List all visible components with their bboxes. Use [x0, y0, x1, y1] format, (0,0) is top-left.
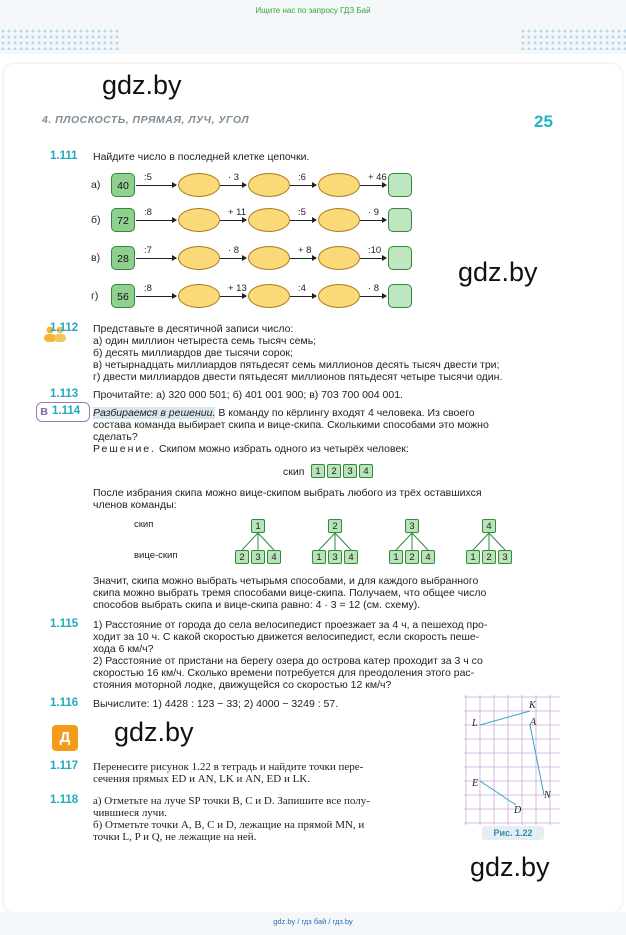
tree-leaf-box: 3 [328, 550, 342, 564]
tree-edge [412, 533, 428, 550]
chain-operation: · 3 [228, 172, 240, 183]
chain-operation: :8 [144, 283, 152, 294]
chain-operation: :8 [144, 207, 152, 218]
point-label: L [472, 718, 478, 729]
watermark-bottom: gdz.by [470, 852, 550, 882]
chain-operation: + 13 [228, 283, 247, 294]
chain-operation: :5 [298, 207, 306, 218]
exercise-text: Вычислите: 1) 4428 : 123 − 33; 2) 4000 − 3249 : 57. [93, 698, 339, 710]
exercise-text: Найдите число в последней клетке цепочки. [93, 151, 310, 163]
chain-operation: :6 [298, 172, 306, 183]
chain-operation: :5 [144, 172, 152, 183]
point-label: D [514, 805, 522, 816]
exercise-line: точки L, P и Q, не лежащие на ней. [93, 831, 257, 843]
exercise-number: 1.111 [50, 150, 78, 162]
exercise-line: После избрания скипа можно вице-скипом выбрать любого из трёх оставшихся [93, 487, 482, 499]
tree-edge [319, 533, 335, 550]
top-banner-text: Ищите нас по запросу ГДЗ Бай [255, 6, 371, 15]
exercise-number: 1.115 [50, 618, 79, 630]
chain-operation: · 8 [228, 245, 240, 256]
exercise-number: 1.112 [50, 322, 79, 334]
chain-operation: :7 [144, 245, 152, 256]
tree-root-box: 1 [251, 519, 265, 533]
exercise-line: скипа можно выбрать тремя способами вице-скипа. Получаем, что общее число [93, 587, 487, 599]
chain-operation: :4 [298, 283, 306, 294]
point-label: N [544, 790, 551, 801]
chain-operation: · 8 [368, 283, 380, 294]
exercise-number: 1.117 [50, 760, 79, 772]
exercise-line: стояния моторной лодке, движущейся со скоростью 12 км/ч? [93, 679, 392, 691]
exercise-text: Прочитайте: а) 320 000 501; б) 401 001 900; в) 703 700 004 001. [93, 389, 403, 401]
skip-box: 3 [343, 464, 357, 478]
highlight-phrase: Разбираемся в решении. [93, 407, 216, 419]
chain-row-label: а) [91, 179, 101, 191]
point-label: E [472, 778, 479, 789]
page-number: 25 [534, 112, 553, 131]
figure-caption: Рис. 1.22 [482, 826, 544, 840]
tree-leaf-box: 4 [421, 550, 435, 564]
exercise-line: сечения прямых ED и AN, LK и AN, ED и LK. [93, 773, 311, 785]
tree-leaf-box: 1 [389, 550, 403, 564]
chain-start-number: 40 [111, 173, 135, 197]
tree-leaf-box: 3 [251, 550, 265, 564]
exercise-number: 1.118 [50, 794, 79, 806]
tree-leaf-box: 3 [498, 550, 512, 564]
exercise-line: а) один миллион четыреста семь тысяч семь; [93, 335, 317, 347]
tree-edge [242, 533, 258, 550]
solution-text: Скипом можно избрать одного из четырёх человек: [159, 443, 409, 455]
footer-links[interactable]: gdz.by / гдз бай / гдз.by [273, 917, 353, 926]
exercise-number: 1.113 [50, 388, 79, 400]
exercise-line: 1) Расстояние от города до села велосипедист проезжает за 4 ч, а пешеход про- [93, 619, 488, 631]
tree-leaf-box: 4 [344, 550, 358, 564]
chain-operation: :10 [368, 245, 382, 256]
skip-box: 4 [359, 464, 373, 478]
exercise-line: ходит за 10 ч. С какой скоростью движется велосипедист, если скорость пеше- [93, 631, 480, 643]
point-label: A [530, 717, 537, 728]
tree-root-box: 3 [405, 519, 419, 533]
exercise-line: скоростью 16 км/ч. Сколько времени потребуется для преодоления этого рас- [93, 667, 475, 679]
chain-start-number: 56 [111, 284, 135, 308]
exercise-line: Значит, скипа можно выбрать четырьмя способами, и для каждого выбранного [93, 575, 479, 587]
watermark-lower: gdz.by [114, 717, 194, 747]
tree-vice-label: вице-скип [134, 550, 178, 561]
skip-box: 1 [311, 464, 325, 478]
chain-row-label: в) [91, 252, 101, 264]
exercise-line: б) Отметьте точки A, B, C и D, лежащие на прямой MN, и [93, 819, 365, 831]
exercise-line: г) двести миллиардов двести пятьдесят миллионов пятьдесят четыре тысячи один. [93, 371, 503, 383]
exercise-line: способов выбрать скипа и вице-скипа равно: 4 · 3 = 12 (см. схему). [93, 599, 421, 611]
skip-label: скип [283, 466, 305, 478]
text-part: В команду по кёрлингу входят 4 человека. Из своего [218, 407, 475, 419]
chapter-title: 4. ПЛОСКОСТЬ, ПРЯМАЯ, ЛУЧ, УГОЛ [42, 114, 250, 126]
chain-row-label: г) [91, 290, 99, 302]
figure-1-22 [464, 695, 560, 845]
tree-root-box: 4 [482, 519, 496, 533]
watermark-middle: gdz.by [458, 257, 538, 287]
chain-start-number: 28 [111, 246, 135, 270]
point-label: K [529, 700, 536, 711]
tree-leaf-box: 2 [235, 550, 249, 564]
exercise-line: Представьте в десятичной записи число: [93, 323, 294, 335]
tree-edge [335, 533, 351, 550]
tree-leaf-box: 1 [466, 550, 480, 564]
chain-row-label: б) [91, 214, 101, 226]
exercise-number: 1.116 [50, 697, 79, 709]
exercise-line: Перенесите рисунок 1.22 в тетрадь и найдите точки пере- [93, 761, 364, 773]
tree-root-box: 2 [328, 519, 342, 533]
solution-word: Решение. [93, 443, 157, 455]
exercise-line: в) четырнадцать миллиардов пятьдесят семь миллионов десять тысяч двести три; [93, 359, 500, 371]
skip-box: 2 [327, 464, 341, 478]
exercise-line: хода 6 км/ч? [93, 643, 154, 655]
tree-edge [473, 533, 489, 550]
tree-leaf-box: 1 [312, 550, 326, 564]
b-letter-icon: в [40, 403, 48, 418]
watermark-top: gdz.by [102, 70, 182, 100]
chain-operation: · 9 [368, 207, 380, 218]
exercise-line: 2) Расстояние от пристани на берегу озера до острова катер проходит за 3 ч со [93, 655, 483, 667]
tree-leaf-box: 4 [267, 550, 281, 564]
exercise-number: 1.114 [52, 405, 81, 417]
exercise-line: чившиеся лучи. [93, 807, 167, 819]
homework-badge: Д [52, 725, 78, 751]
chain-start-number: 72 [111, 208, 135, 232]
chain-operation: + 46 [368, 172, 387, 183]
tree-leaf-box: 2 [482, 550, 496, 564]
chain-operation: + 8 [298, 245, 312, 256]
exercise-line: сделать? [93, 431, 138, 443]
tree-edge [396, 533, 412, 550]
chain-operation: + 11 [228, 207, 247, 218]
exercise-line: а) Отметьте на луче SP точки B, C и D. Запишите все полу- [93, 795, 370, 807]
exercise-line: состава команда выбирает скипа и вице-скипа. Сколькими способами это можно [93, 419, 489, 431]
tree-edge [489, 533, 505, 550]
tree-skip-label: скип [134, 519, 154, 530]
exercise-line: б) десять миллиардов две тысячи сорок; [93, 347, 293, 359]
tree-leaf-box: 2 [405, 550, 419, 564]
exercise-line: членов команды: [93, 499, 177, 511]
tree-edge [258, 533, 274, 550]
